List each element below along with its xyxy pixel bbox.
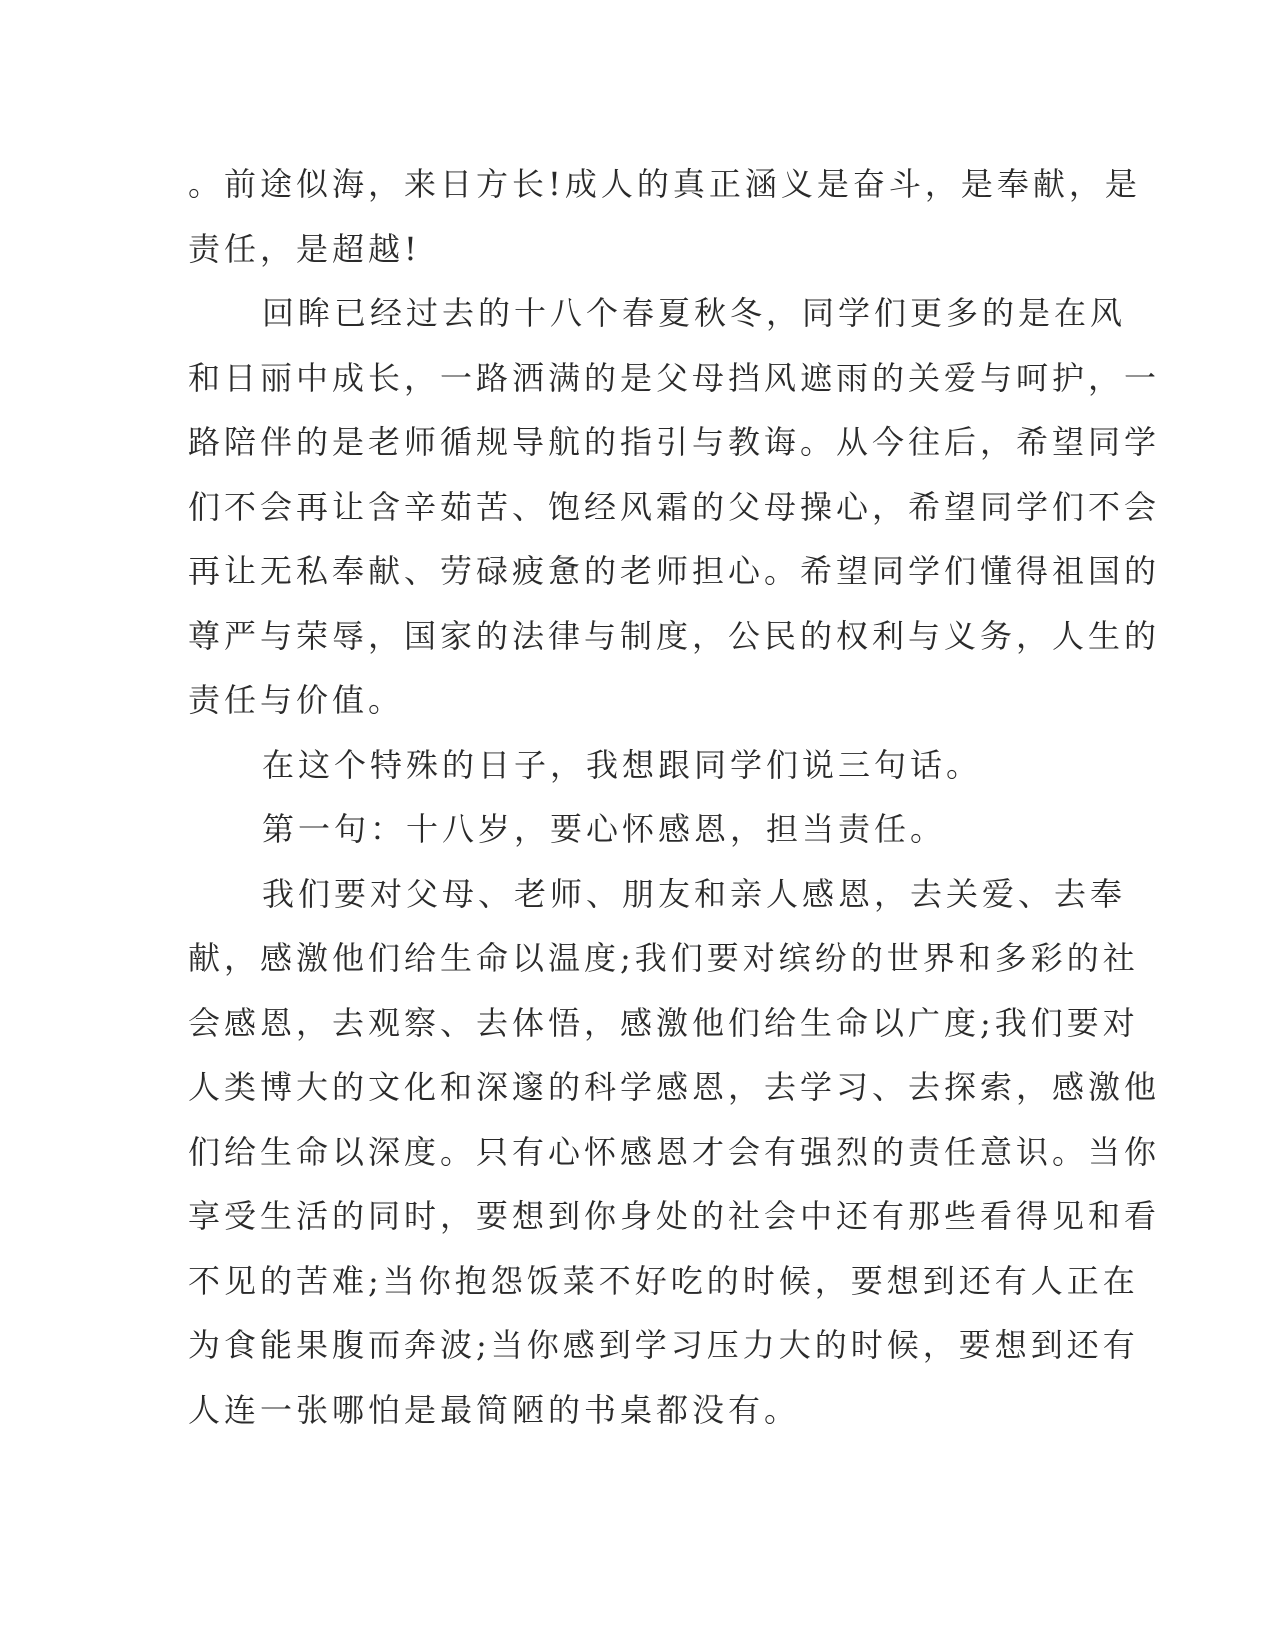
text-line: 责任，是超越! [188, 229, 421, 268]
text-line: 再让无私奉献、劳碌疲惫的老师担心。希望同学们懂得祖国的 [188, 552, 1161, 590]
text-line: 会感恩，去观察、去体悟，感激他们给生命以广度;我们要对 [188, 1003, 1139, 1042]
text-line: 路陪伴的是老师循规导航的指引与教诲。从今往后，希望同学 [188, 423, 1161, 461]
text-line: 享受生活的同时，要想到你身处的社会中还有那些看得见和看 [188, 1197, 1161, 1235]
text-line: 人连一张哪怕是最简陋的书桌都没有。 [188, 1390, 801, 1429]
text-line: 人类博大的文化和深邃的科学感恩，去学习、去探索，感激他 [188, 1068, 1161, 1106]
text-line: 们不会再让含辛茹苦、饱经风霜的父母操心，希望同学们不会 [188, 487, 1161, 526]
text-line: 尊严与荣辱，国家的法律与制度，公民的权利与义务，人生的 [188, 616, 1161, 655]
text-line: 们给生命以深度。只有心怀感恩才会有强烈的责任意识。当你 [188, 1132, 1161, 1171]
text-line: 。前途似海，来日方长!成人的真正涵义是奋斗，是奉献，是 [188, 165, 1141, 203]
paragraph-start-line: 我们要对父母、老师、朋友和亲人感恩，去关爱、去奉 [262, 874, 1127, 913]
paragraph-start-line: 回眸已经过去的十八个春夏秋冬，同学们更多的是在风 [262, 294, 1127, 332]
body-text [188, 152, 1161, 1442]
paragraph-start-line: 在这个特殊的日子，我想跟同学们说三句话。 [262, 745, 983, 784]
text-line: 责任与价值。 [188, 681, 405, 719]
text-line: 不见的苦难;当你抱怨饭菜不好吃的时候，要想到还有人正在 [188, 1261, 1139, 1300]
text-line: 为食能果腹而奔波;当你感到学习压力大的时候，要想到还有 [188, 1326, 1139, 1364]
text-line: 献，感激他们给生命以温度;我们要对缤纷的世界和多彩的社 [188, 939, 1139, 977]
text-line: 和日丽中成长，一路洒满的是父母挡风遮雨的关爱与呵护，一 [188, 358, 1161, 397]
paragraph-start-line: 第一句：十八岁，要心怀感恩，担当责任。 [262, 810, 947, 848]
